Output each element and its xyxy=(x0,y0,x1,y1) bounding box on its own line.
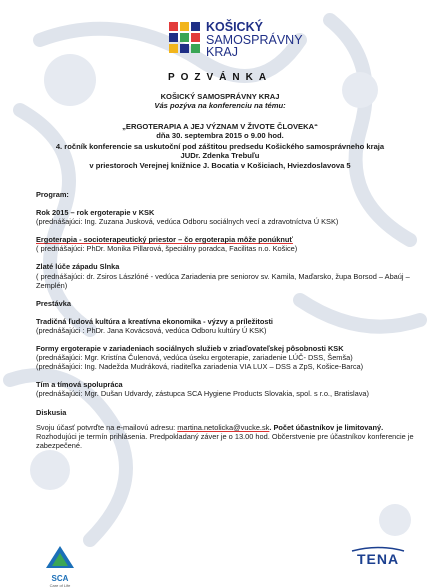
section-speaker: (prednášajúci: Mgr. Kristína Čulenová, vedúca úseku ergoterapie, zariadenie LÚČ- DSS, Šemša) xyxy=(36,353,353,363)
section-speaker: ( prednášajúci: PhDr. Monika Pillarová, špeciálny poradca, Facilitas n.o. Košice) xyxy=(36,244,298,254)
program-content xyxy=(36,190,416,450)
section-speaker: (prednášajúci: Ing. Zuzana Jusková, vedúca Odboru sociálnych vecí a zdravotníctva Ú KSK) xyxy=(36,217,339,227)
section-speaker: (prednášajúci: Ing. Nadežda Mudráková, riaditeľka zariadenia VIA LUX – DSS a ZpS, Košice-Barca) xyxy=(36,362,364,372)
sca-logo xyxy=(40,544,80,588)
section-heading: Zlaté lúče západu Slnka xyxy=(36,262,120,272)
conference-topic: „ERGOTERAPIA A JEJ VÝZNAM V ŽIVOTE ČLOVEKA“ xyxy=(122,122,318,131)
logo-wordmark xyxy=(206,21,303,59)
section-heading: Formy ergoterapie v zariadeniach sociálnych služieb v zriaďovateľskej pôsobnosti KSK xyxy=(36,344,344,354)
sca-tagline: Care of Life xyxy=(49,583,71,588)
tena-wordmark: TENA xyxy=(356,551,400,567)
rsvp-prefix: Svoju účasť potvrďte na e-mailovú adresu: xyxy=(36,422,178,432)
page-title: POZVÁNKA xyxy=(167,72,273,83)
logo-line-3: KRAJ xyxy=(206,45,238,59)
section-heading: Tradičná ľudová kultúra a kreatívna ekonomika - výzvy a príležitosti xyxy=(36,316,273,326)
venue-line: v priestoroch Verejnej knižnice J. Bocatia v Košiciach, Hviezdoslavova 5 xyxy=(89,161,351,170)
patronage-line: 4. ročník konferencie sa uskutoční pod záštitou predsedu Košického samosprávneho kraja xyxy=(55,142,385,151)
logo-line-2: SAMOSPRÁVNY xyxy=(206,32,303,47)
sca-emblem-icon xyxy=(40,544,80,570)
section-heading: Ergoterapia - socioterapeutický priestor – čo ergoterapia môže ponúknuť xyxy=(36,235,293,245)
rsvp-rest: Rozhodujúci je termín prihlásenia. Predpokladaný záver je o 13.00 hod. Občerstvenie pre účastníkov konferencie je zabezpečené. xyxy=(36,431,414,450)
section-heading: Tím a tímová spolupráca xyxy=(36,380,123,390)
patron-name: JUDr. Zdenka Trebuľu xyxy=(180,151,260,160)
kraj-emblem-icon xyxy=(168,20,202,58)
conference-date: dňa 30. septembra 2015 o 9.00 hod. xyxy=(156,131,284,140)
organizer-name: KOŠICKÝ SAMOSPRÁVNY KRAJ xyxy=(160,92,280,101)
rsvp-paragraph xyxy=(36,423,416,450)
section-speaker: (prednášajúci : PhDr. Jana Kovácsová, vedúca Odboru kultúry Ú KSK) xyxy=(36,325,267,335)
section-heading: Rok 2015 – rok ergoterapie v KSK xyxy=(36,208,155,218)
rsvp-email-link[interactable]: martina.netolicka@vucke.sk xyxy=(177,422,270,432)
tena-logo xyxy=(348,546,408,568)
program-label: Program: xyxy=(36,190,69,199)
sca-name: SCA xyxy=(51,574,69,583)
discussion-label: Diskusia xyxy=(36,407,67,417)
invite-line: Vás pozýva na konferenciu na tému: xyxy=(154,101,286,110)
section-speaker: (prednášajúci: Mgr. Dušan Udvardy, zástupca SCA Hygiene Products Slovakia, spol. s r.o., Bratislava) xyxy=(36,389,370,399)
section-speaker: ( prednášajúci: dr. Zsiros Lászlóné - vedúca Zariadenia pre seniorov sv. Kamila, Maďarsko, župa Borsod – Abaúj – Zemplén) xyxy=(36,271,410,290)
kosicky-kraj-logo xyxy=(168,20,318,64)
break-label: Prestávka xyxy=(36,298,71,308)
rsvp-limit-note: . Počet účastníkov je limitovaný. xyxy=(269,422,384,432)
logo-line-1: KOŠICKÝ xyxy=(206,20,263,34)
